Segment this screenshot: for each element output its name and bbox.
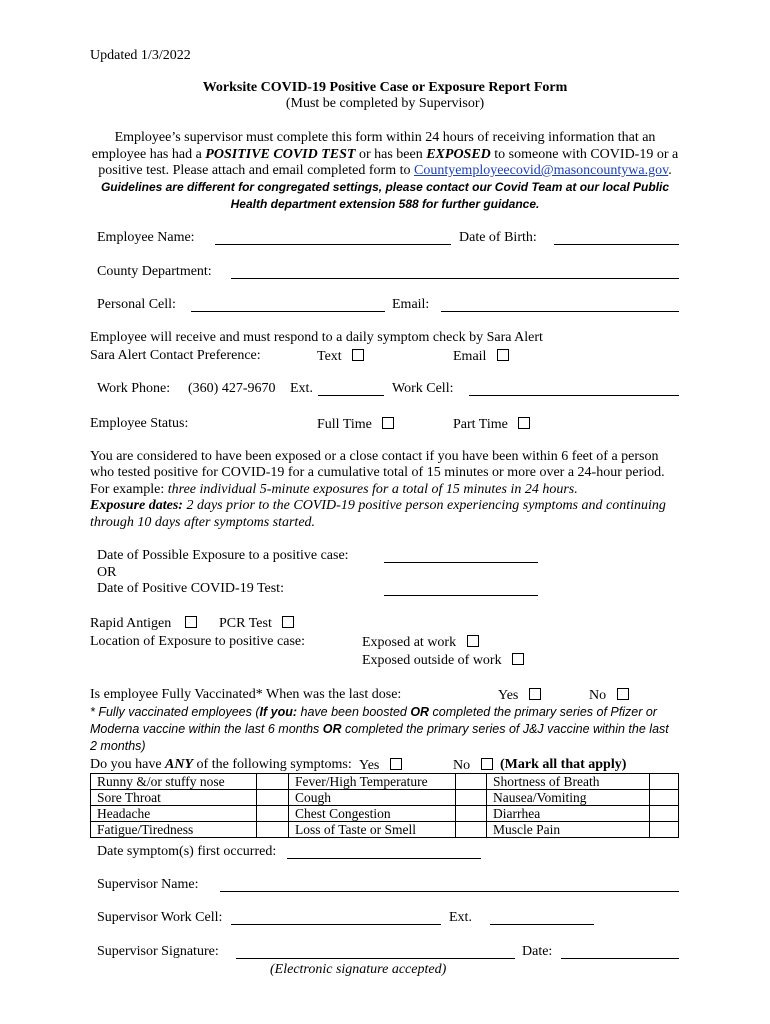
positive-covid-test-emphasis: POSITIVE COVID TEST	[205, 147, 356, 162]
note-emphasis: OR	[322, 722, 342, 736]
work-cell-field[interactable]	[469, 395, 679, 396]
supervisor-name-field[interactable]	[220, 891, 679, 892]
intro-line-3	[0, 164, 770, 178]
symptoms-yes-checkbox[interactable]	[390, 758, 402, 770]
symptom-checkbox-cell[interactable]	[650, 822, 679, 838]
rapid-antigen-option[interactable]	[90, 616, 197, 631]
personal-cell-label: Personal Cell:	[97, 297, 176, 312]
text-option-label: Text	[317, 349, 342, 364]
date-possible-exposure-field[interactable]	[384, 562, 538, 563]
symptom-label: Fever/High Temperature	[289, 774, 456, 790]
rapid-antigen-checkbox[interactable]	[185, 616, 197, 628]
symptom-label: Muscle Pain	[487, 822, 650, 838]
email-link[interactable]: Countyemployeecovid@masoncountywa.gov	[413, 163, 669, 178]
sara-alert-notice: Employee will receive and must respond to a daily symptom check by Sara Alert	[90, 330, 543, 345]
symptom-checkbox-cell[interactable]	[456, 822, 487, 838]
intro-text: to someone with COVID-19 or a	[490, 147, 679, 162]
email-field[interactable]	[441, 311, 679, 312]
question-text: of the following symptoms:	[193, 757, 352, 772]
symptoms-first-occurred-field[interactable]	[287, 858, 481, 859]
dob-label: Date of Birth:	[459, 230, 537, 245]
updated-date: Updated 1/3/2022	[90, 48, 191, 63]
symptom-checkbox-cell[interactable]	[456, 806, 487, 822]
work-phone-label: Work Phone:	[97, 381, 171, 396]
table-row	[91, 822, 679, 838]
county-department-field[interactable]	[231, 278, 679, 279]
email-option-label: Email	[453, 349, 487, 364]
vaccinated-yes-label: Yes	[498, 688, 519, 703]
supervisor-work-cell-field[interactable]	[231, 924, 441, 925]
symptoms-first-occurred-label: Date symptom(s) first occurred:	[97, 844, 277, 859]
exposure-definition-line-1: You are considered to have been exposed or a close contact if you have been within 6 feet of a person	[90, 449, 659, 464]
exposed-outside-work-checkbox[interactable]	[512, 653, 524, 665]
guidelines-line-1: Guidelines are different for congregated settings, please contact our Covid Team at our local Public	[100, 180, 670, 194]
exposed-at-work-checkbox[interactable]	[467, 635, 479, 647]
note-emphasis: If you:	[259, 705, 298, 719]
mark-all-instruction: (Mark all that apply)	[500, 757, 627, 772]
exposed-outside-work-option[interactable]	[362, 653, 524, 668]
rapid-antigen-label: Rapid Antigen	[90, 616, 172, 631]
exposed-emphasis: EXPOSED	[426, 147, 491, 162]
part-time-checkbox[interactable]	[518, 417, 530, 429]
note-text: completed the primary series of J&J vaccine within the last	[341, 722, 669, 736]
text-option[interactable]	[317, 349, 364, 364]
supervisor-signature-label: Supervisor Signature:	[97, 944, 219, 959]
intro-text: positive test. Please attach and email completed form to	[98, 163, 414, 178]
exposure-dates-continued: through 10 days after symptoms started.	[90, 515, 316, 530]
full-time-label: Full Time	[317, 417, 372, 432]
exposed-at-work-label: Exposed at work	[362, 635, 457, 650]
date-possible-exposure-label: Date of Possible Exposure to a positive case:	[97, 548, 349, 563]
symptom-label: Cough	[289, 790, 456, 806]
employee-status-label: Employee Status:	[90, 416, 189, 431]
intro-text: .	[668, 163, 672, 178]
pcr-test-checkbox[interactable]	[282, 616, 294, 628]
electronic-signature-note: (Electronic signature accepted)	[270, 962, 447, 977]
note-text: completed the primary series of Pfizer or	[429, 705, 657, 719]
ext-label: Ext.	[290, 381, 313, 396]
vaccination-note-line-3: 2 months)	[90, 739, 146, 753]
symptom-label: Shortness of Breath	[487, 774, 650, 790]
supervisor-ext-label: Ext.	[449, 910, 472, 925]
pcr-test-label: PCR Test	[219, 616, 272, 631]
symptom-checkbox-cell[interactable]	[456, 790, 487, 806]
date-positive-test-label: Date of Positive COVID-19 Test:	[97, 581, 284, 596]
intro-line-1: Employee’s supervisor must complete this form within 24 hours of receiving information that an	[114, 130, 656, 145]
full-time-option[interactable]	[317, 417, 394, 432]
question-text: Do you have	[90, 757, 166, 772]
symptoms-table	[90, 773, 679, 838]
exposure-definition-line-2: who tested positive for COVID-19 for a cumulative total of 15 minutes or more over a 24-hour period.	[90, 465, 665, 480]
vaccinated-no-checkbox[interactable]	[617, 688, 629, 700]
full-time-checkbox[interactable]	[382, 417, 394, 429]
symptom-label: Nausea/Vomiting	[487, 790, 650, 806]
signature-date-label: Date:	[522, 944, 553, 959]
or-label: OR	[97, 565, 117, 580]
symptom-label: Fatigue/Tiredness	[91, 822, 257, 838]
vaccination-question: Is employee Fully Vaccinated* When was the last dose:	[90, 687, 402, 702]
symptoms-no-option[interactable]	[453, 758, 493, 773]
work-cell-label: Work Cell:	[392, 381, 454, 396]
signature-date-field[interactable]	[561, 958, 679, 959]
email-option[interactable]	[453, 349, 509, 364]
guidelines-line-2: Health department extension 588 for further guidance.	[230, 197, 540, 211]
table-row	[91, 790, 679, 806]
symptom-checkbox-cell[interactable]	[257, 790, 289, 806]
note-text: * Fully vaccinated employees (	[90, 705, 260, 719]
symptoms-yes-option[interactable]	[359, 758, 402, 773]
sara-alert-preference-label: Sara Alert Contact Preference:	[90, 348, 261, 363]
text-checkbox[interactable]	[352, 349, 364, 361]
supervisor-name-label: Supervisor Name:	[97, 877, 199, 892]
supervisor-work-cell-label: Supervisor Work Cell:	[97, 910, 223, 925]
vaccinated-no-label: No	[589, 688, 607, 703]
exposure-dates-text: 2 days prior to the COVID-19 positive person experiencing symptoms and continuing	[182, 498, 666, 513]
example-label: For example:	[90, 482, 168, 497]
dob-field[interactable]	[554, 244, 679, 245]
vaccination-note-line-2	[90, 723, 669, 736]
vaccinated-yes-option[interactable]	[498, 688, 541, 703]
email-label: Email:	[392, 297, 430, 312]
exposure-dates	[90, 499, 666, 513]
note-text: have been boosted	[297, 705, 411, 719]
symptoms-no-checkbox[interactable]	[481, 758, 493, 770]
ext-field[interactable]	[318, 395, 384, 396]
example-text: three individual 5-minute exposures for a total of 15 minutes in 24 hours.	[167, 482, 578, 497]
exposure-example	[90, 483, 578, 497]
work-phone-value: (360) 427-9670	[188, 381, 276, 396]
employee-name-field[interactable]	[215, 244, 451, 245]
vaccinated-yes-checkbox[interactable]	[529, 688, 541, 700]
exposed-outside-work-label: Exposed outside of work	[362, 653, 502, 668]
symptom-checkbox-cell[interactable]	[650, 790, 679, 806]
symptom-label: Headache	[91, 806, 257, 822]
pcr-test-option[interactable]	[219, 616, 294, 631]
intro-line-2	[0, 148, 770, 162]
form-subtitle: (Must be completed by Supervisor)	[285, 96, 485, 111]
part-time-option[interactable]	[453, 417, 530, 432]
table-row	[91, 774, 679, 790]
table-row	[91, 806, 679, 822]
symptom-label: Chest Congestion	[289, 806, 456, 822]
employee-name-label: Employee Name:	[97, 230, 195, 245]
form-title: Worksite COVID-19 Positive Case or Exposure Report Form	[202, 80, 568, 95]
symptoms-question	[90, 758, 352, 772]
symptom-checkbox-cell[interactable]	[257, 806, 289, 822]
supervisor-ext-field[interactable]	[490, 924, 594, 925]
location-exposure-label: Location of Exposure to positive case:	[90, 634, 305, 649]
part-time-label: Part Time	[453, 417, 508, 432]
symptom-checkbox-cell[interactable]	[257, 774, 289, 790]
symptom-checkbox-cell[interactable]	[650, 774, 679, 790]
symptoms-no-label: No	[453, 758, 471, 773]
intro-text: or has been	[355, 147, 427, 162]
symptom-label: Diarrhea	[487, 806, 650, 822]
symptoms-yes-label: Yes	[359, 758, 380, 773]
personal-cell-field[interactable]	[191, 311, 385, 312]
note-emphasis: OR	[410, 705, 430, 719]
vaccinated-no-option[interactable]	[589, 688, 629, 703]
exposed-at-work-option[interactable]	[362, 635, 479, 650]
symptom-checkbox-cell[interactable]	[650, 806, 679, 822]
vaccination-note-line-1	[90, 706, 657, 719]
supervisor-signature-field[interactable]	[236, 958, 515, 959]
date-positive-test-field[interactable]	[384, 595, 538, 596]
email-checkbox[interactable]	[497, 349, 509, 361]
intro-text: employee has had a	[91, 147, 206, 162]
symptom-label: Loss of Taste or Smell	[289, 822, 456, 838]
exposure-dates-label: Exposure dates:	[90, 498, 183, 513]
symptom-label: Runny &/or stuffy nose	[91, 774, 257, 790]
symptom-checkbox-cell[interactable]	[257, 822, 289, 838]
any-emphasis: ANY	[165, 757, 194, 772]
county-department-label: County Department:	[97, 264, 212, 279]
note-text: Moderna vaccine within the last 6 months	[90, 722, 323, 736]
symptom-checkbox-cell[interactable]	[456, 774, 487, 790]
symptom-label: Sore Throat	[91, 790, 257, 806]
